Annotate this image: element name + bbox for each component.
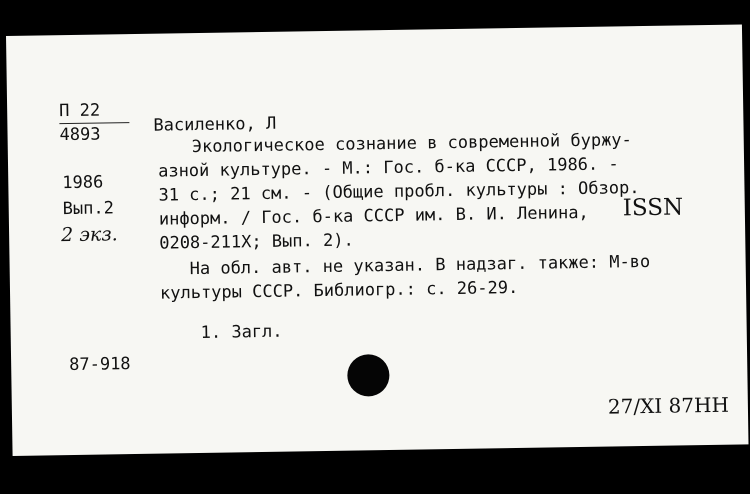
accession-number: 87-918 [69, 354, 131, 376]
issue: Вып.2 [62, 198, 115, 220]
description-line: азной культуре. - М.: Гос. б-ка СССР, 1986. - [157, 154, 619, 182]
description-line: 31 с.; 21 см. - (Общие пробл. культуры : Обзор. [158, 178, 640, 206]
year: 1986 [62, 172, 104, 194]
copies-handwritten: 2 экз. [60, 223, 118, 247]
note-line: На обл. авт. не указан. В надзаг. также: М-во [189, 251, 651, 280]
description-line: информ. / Гос. б-ка СССР им. В. И. Ленина, [158, 202, 589, 230]
call-number-top: П 22 [59, 100, 101, 122]
tracing: 1. Загл. [200, 321, 283, 343]
stamp-handwritten: 27/XI 87НН [607, 392, 730, 419]
punch-hole [347, 354, 390, 397]
issn-handwritten: ISSN [622, 194, 684, 222]
author: Василенко, Л [153, 113, 277, 136]
note-line: культуры СССР. Библиогр.: с. 26-29. [159, 277, 519, 304]
description-line: Экологическое сознание в современной буржу- [191, 130, 632, 158]
catalog-card [6, 24, 749, 456]
call-number-bottom: 4893 [59, 124, 101, 146]
description-line: 0208-211X; Вып. 2). [159, 230, 354, 254]
